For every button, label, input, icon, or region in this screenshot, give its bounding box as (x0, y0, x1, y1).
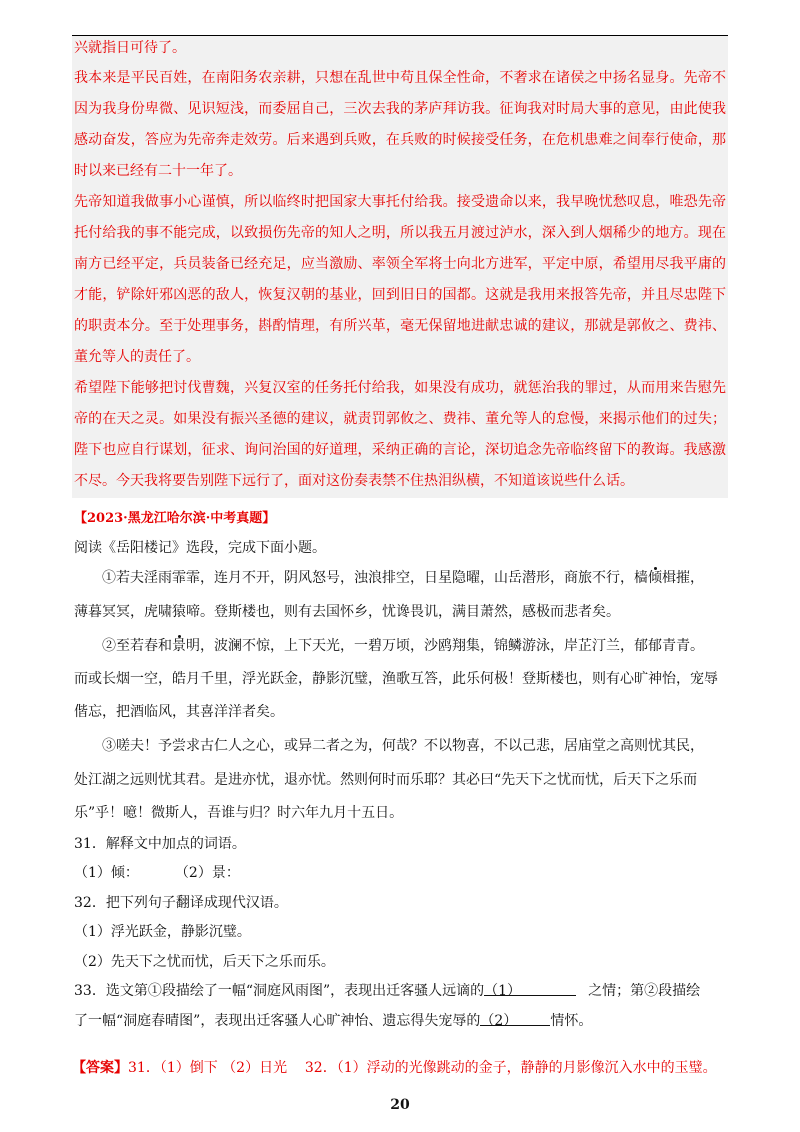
question-33-line2 (74, 1011, 592, 1031)
passage-text: ①若夫淫雨霏霏，连月不开，阴风怒号，浊浪排空，日星隐曜，山岳潜形，商旅不行，樯 (102, 570, 648, 586)
translation-line: 董允等人的责任了。 (74, 349, 200, 365)
passage-line (102, 568, 704, 588)
question-31-items (74, 863, 240, 883)
question-31: 31．解释文中加点的词语。 (74, 836, 246, 852)
blank-label: （2） (480, 1013, 518, 1029)
translation-line: 我本来是平民百姓，在南阳务农亲耕，只想在乱世中苟且保全性命，不奢求在诸侯之中扬名显身。先帝不 (74, 70, 726, 86)
passage-line: 薄暮冥冥，虎啸猿啼。登斯楼也，则有去国怀乡，忧谗畏讥，满目萧然，感极而悲者矣。 (74, 604, 620, 620)
translation-line: 托付给我的事不能完成，以致损伤先帝的知人之明，所以我五月渡过泸水，深入到人烟稀少的地方。现在 (74, 225, 726, 241)
source-tag: 【2023·黑龙江哈尔滨·中考真题】 (74, 511, 276, 526)
translation-line: 因为我身份卑微、见识短浅，而委屈自己，三次去我的茅庐拜访我。征询我对时局大事的意见，由此使我 (74, 101, 726, 117)
question-32-sub1: （1）浮光跃金，静影沉璧。 (74, 924, 251, 940)
dotted-word: 倾 (648, 570, 662, 586)
question-33-text: 33．选文第①段描绘了一幅“洞庭风雨图”，表现出迁客骚人远谪的 (74, 983, 485, 999)
passage-line: 处江湖之远则忧其君。是进亦忧，退亦忧。然则何时而乐耶？其必曰“先天下之忧而忧，后天下之乐而 (74, 772, 698, 788)
passage-line: 乐”乎！噫！微斯人，吾谁与归？时六年九月十五日。 (74, 805, 404, 821)
translation-line: 才能，铲除奸邪凶恶的敌人，恢复汉朝的基业，回到旧日的国都。这就是我用来报答先帝，并且尽忠陛下 (74, 287, 726, 303)
translation-line: 帝的在天之灵。如果没有振兴圣德的建议，就责罚郭攸之、费祎、董允等人的怠慢，来揭示他们的过失； (74, 411, 726, 427)
answer-text: 31．（1）倒下 （2）日光 32．（1）浮动的光像跳动的金子，静静的月影像沉入水中的玉璧。 (128, 1060, 717, 1076)
instruction: 阅读《岳阳楼记》选段，完成下面小题。 (74, 540, 326, 556)
question-33-text: 情怀。 (550, 1013, 593, 1029)
answer-tag: 【答案】 (72, 1060, 128, 1076)
question-33-line1 (74, 981, 700, 1001)
translation-line: 感动奋发，答应为先帝奔走效劳。后来遇到兵败，在兵败的时候接受任务，在危机患难之间奉行使命，那 (74, 132, 726, 148)
translation-line: 先帝知道我做事小心谨慎，所以临终时把国家大事托付给我。接受遗命以来，我早晚忧愁叹息，唯恐先帝 (74, 194, 726, 210)
passage-line: ③嗟夫！予尝求古仁人之心，或异二者之为，何哉？不以物喜，不以己悲，居庙堂之高则忧其民， (102, 738, 704, 754)
translation-line: 时以来已经有二十一年了。 (74, 163, 242, 179)
answer-line (72, 1058, 717, 1078)
passage-line: 偕忘，把酒临风，其喜洋洋者矣。 (74, 704, 284, 720)
question-31-sub1: （1）倾： (74, 865, 139, 881)
translation-line: 希望陛下能够把讨伐曹魏，兴复汉室的任务托付给我，如果没有成功，就惩治我的罪过，从而用来告慰先 (74, 380, 726, 396)
translation-line: 不尽。今天我将要告别陛下远行了，面对这份奏表禁不住热泪纵横，不知道该说些什么话。 (74, 473, 634, 489)
page-number: 20 (390, 1097, 410, 1113)
translation-line: 陛下也应自行谋划，征求、询问治国的好道理，采纳正确的言论，深切追念先帝临终留下的教诲。我感激 (74, 442, 726, 458)
blank-label: （1） (484, 983, 522, 999)
passage-text: ②至若春和 (102, 638, 172, 654)
passage-text: 明，波澜不惊，上下天光，一碧万顷，沙鸥翔集，锦鳞游泳，岸芷汀兰，郁郁青青。 (186, 638, 704, 654)
question-33-text: 了一幅“洞庭春晴图”，表现出迁客骚人心旷神怡、遗忘得失宠辱的 (74, 1013, 481, 1029)
passage-line (102, 636, 704, 656)
question-32-sub2: （2）先天下之忧而忧，后天下之乐而乐。 (74, 954, 335, 970)
answer-blank-2[interactable] (480, 1011, 550, 1029)
answer-blank-1[interactable] (484, 981, 576, 999)
question-32: 32．把下列句子翻译成现代汉语。 (74, 895, 288, 911)
passage-line: 而或长烟一空，皓月千里，浮光跃金，静影沉璧，渔歌互答，此乐何极！登斯楼也，则有心旷神怡，宠辱 (74, 671, 718, 687)
passage-text: 楫摧， (662, 570, 704, 586)
translation-line: 的职责本分。至于处理事务，斟酌情理，有所兴革，毫无保留地进献忠诚的建议，那就是郭攸之、费祎、 (74, 318, 726, 334)
question-31-sub2: （2）景： (174, 865, 240, 881)
question-33-text: 之情；第②段描绘 (588, 983, 701, 999)
translation-line: 兴就指日可待了。 (74, 40, 186, 56)
dotted-word: 景 (172, 638, 186, 654)
translation-line: 南方已经平定，兵员装备已经充足，应当激励、率领全军将士向北方进军，平定中原，希望用尽我平庸的 (74, 256, 726, 272)
